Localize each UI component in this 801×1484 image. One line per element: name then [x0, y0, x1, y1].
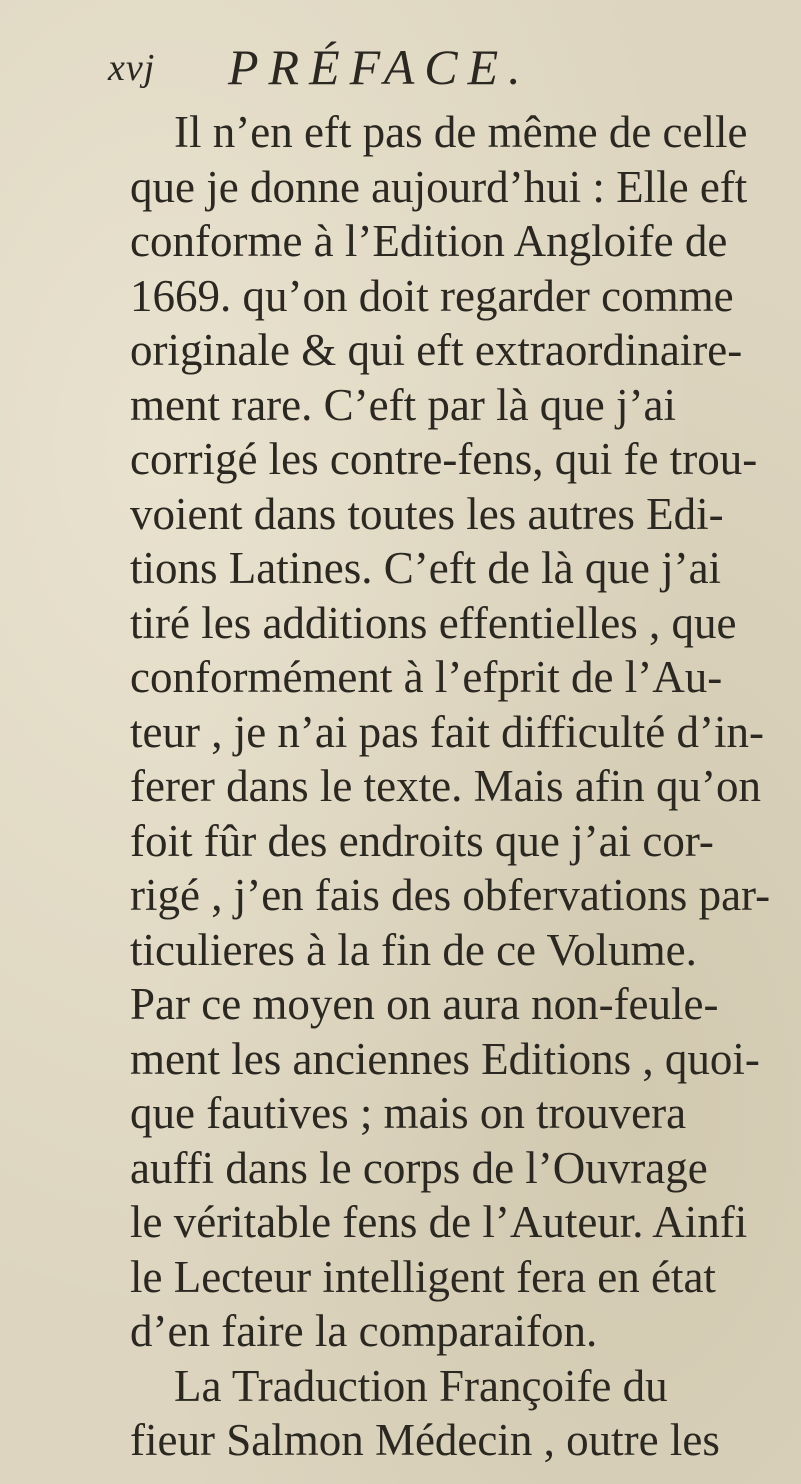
text-line: originale & qui eft extraordinaire- — [130, 325, 743, 375]
text-line: foit fûr des endroits que j’ai cor- — [130, 815, 714, 866]
page-header — [108, 38, 728, 98]
text-line: d’en faire la comparaifon. — [130, 1306, 598, 1356]
text-line: tions Latines. C’eft de là que j’ai — [130, 543, 722, 593]
text-line: auffi dans le corps de l’Ouvrage — [130, 1142, 708, 1193]
text-line: Il n’en eft pas de même de celle — [174, 107, 748, 157]
page-number: xvj — [108, 47, 156, 89]
text-line: conformément à l’efprit de l’Au- — [130, 652, 723, 702]
text-line: ment les anciennes Editions , quoi- — [130, 1033, 760, 1084]
text-line: ment rare. C’eft par là que j’ai — [130, 379, 676, 430]
text-line: ticulieres à la fin de ce Volume. — [130, 924, 697, 975]
text-line: La Traduction Françoife du — [174, 1360, 668, 1411]
text-line: teur , je n’ai pas fait difficulté d’in- — [130, 706, 764, 757]
body-text — [130, 105, 770, 1468]
text-line: ferer dans le texte. Mais afin qu’on — [130, 761, 762, 811]
text-line: que je donne aujourd’hui : Elle eft — [130, 161, 748, 212]
text-line: corrigé les contre-fens, qui fe trou- — [130, 434, 758, 484]
running-head: PRÉFACE. — [228, 39, 531, 95]
text-line: le Lecteur intelligent fera en état — [130, 1251, 716, 1302]
text-line: Par ce moyen on aura non-feule- — [130, 979, 719, 1029]
text-line: 1669. qu’on doit regarder comme — [130, 270, 734, 321]
text-line: rigé , j’en fais des obfervations par- — [130, 870, 771, 920]
text-line: fieur Salmon Médecin , outre les — [130, 1415, 720, 1465]
text-line: voient dans toutes les autres Edi- — [130, 488, 724, 539]
text-line: le véritable fens de l’Auteur. Ainfi — [130, 1197, 748, 1247]
text-line: tiré les additions effentielles , que — [130, 597, 737, 648]
text-line: que fautives ; mais on trouvera — [130, 1088, 687, 1138]
text-line: conforme à l’Edition Angloife de — [130, 216, 728, 266]
